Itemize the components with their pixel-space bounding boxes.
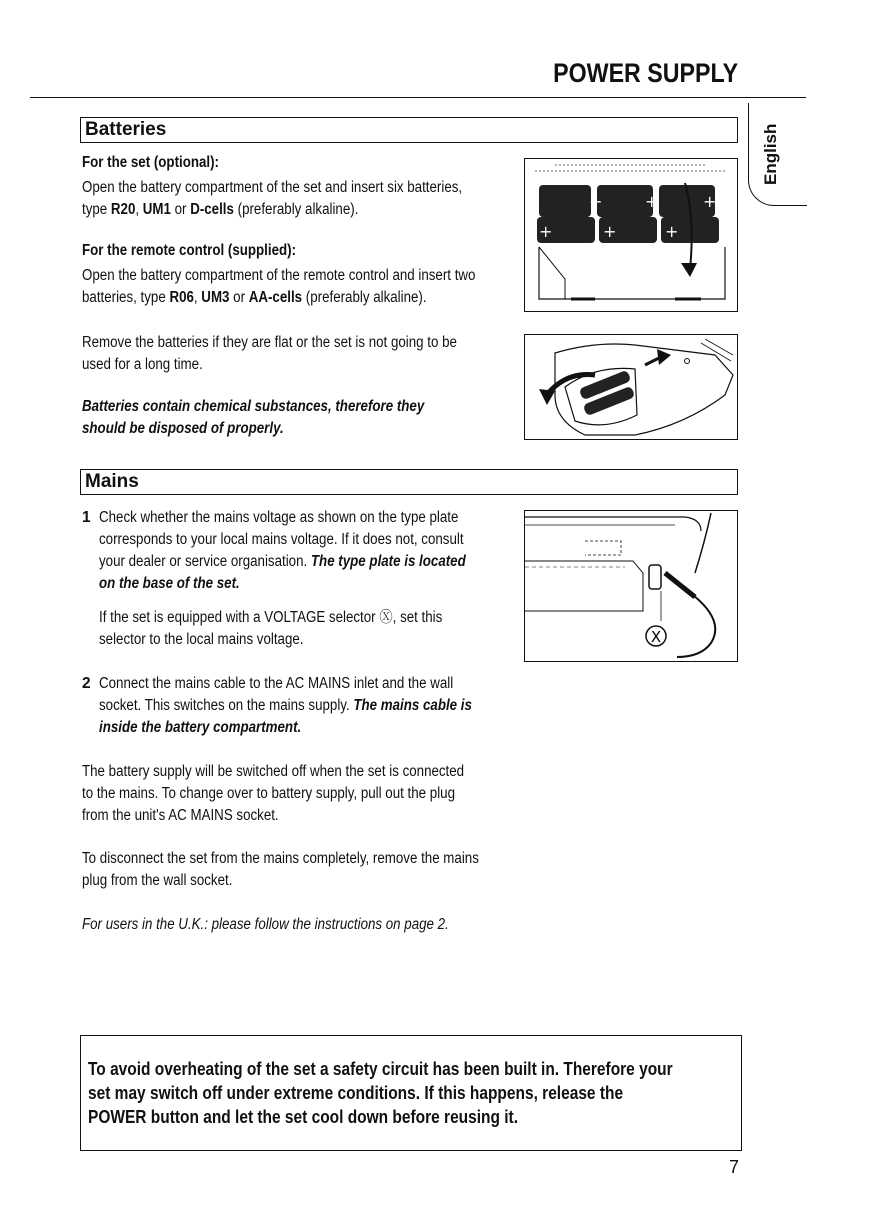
overheating-warning-line-1: To avoid overheating of the set a safety circuit has been built in. Therefore your: [88, 1059, 673, 1079]
step-1-line-1: Check whether the mains voltage as shown on the type plate: [99, 509, 459, 526]
set-batteries-text-1: Open the battery compartment of the set and insert six batteries,: [82, 179, 463, 196]
section-heading-mains-label: Mains: [85, 471, 139, 492]
battery-switch-off-line-3: from the unit's AC MAINS socket.: [82, 807, 279, 824]
step-1-line-4: on the base of the set.: [99, 575, 240, 592]
set-batteries-heading: For the set (optional):: [82, 154, 219, 171]
step-2-line-2: socket. This switches on the mains supply. The mains cable is: [99, 697, 472, 714]
uk-users-note: For users in the U.K.: please follow the instructions on page 2.: [82, 916, 449, 933]
voltage-selector-symbol: Ⓧ: [379, 609, 393, 626]
disconnect-line-2: plug from the wall socket.: [82, 872, 233, 889]
step-1-line-6: selector to the local mains voltage.: [99, 631, 304, 648]
remote-batteries-text-2: batteries, type R06, UM3 or AA-cells (preferably alkaline).: [82, 289, 427, 306]
remove-batteries-text-1: Remove the batteries if they are flat or the set is not going to be: [82, 334, 457, 351]
step-1-number: 1: [82, 509, 91, 526]
overheating-warning-line-2: set may switch off under extreme conditions. If this happens, release the: [88, 1083, 624, 1103]
page-title: POWER SUPPLY: [553, 58, 738, 88]
disconnect-line-1: To disconnect the set from the mains completely, remove the mains: [82, 850, 479, 867]
overheating-warning-line-3: POWER button and let the set cool down before reusing it.: [88, 1107, 519, 1127]
language-tab-label: English: [761, 123, 780, 185]
section-heading-mains: [80, 469, 738, 495]
step-2-line-3: inside the battery compartment.: [99, 719, 302, 736]
remove-batteries-text-2: used for a long time.: [82, 356, 203, 373]
remote-batteries-heading: For the remote control (supplied):: [82, 242, 297, 259]
remote-batteries-text-1: Open the battery compartment of the remote control and insert two: [82, 267, 476, 284]
disposal-warning-2: should be disposed of properly.: [82, 420, 284, 437]
language-tab: [748, 103, 807, 206]
set-batteries-text-2: type R20, UM1 or D-cells (preferably alkaline).: [82, 201, 359, 218]
header-divider: [30, 97, 806, 98]
step-1-line-3: your dealer or service organisation. The type plate is located: [99, 553, 466, 570]
section-heading-batteries-label: Batteries: [85, 119, 167, 140]
svg-text:+: +: [539, 222, 553, 241]
overheating-warning-text: [88, 1057, 768, 1129]
step-1-line-2: corresponds to your local mains voltage. If it does not, consult: [99, 531, 464, 548]
svg-text:+: +: [603, 222, 617, 241]
remote-battery-compartment-illustration: [524, 334, 738, 440]
disposal-warning-1: Batteries contain chemical substances, therefore they: [82, 398, 425, 415]
svg-text:+: +: [665, 222, 679, 241]
battery-switch-off-line-1: The battery supply will be switched off when the set is connected: [82, 763, 465, 780]
step-1-line-5: If the set is equipped with a VOLTAGE selector Ⓧ, set this: [99, 609, 443, 626]
section-heading-batteries: [80, 117, 738, 143]
page-number: 7: [729, 1157, 740, 1177]
mains-connection-illustration: [524, 510, 738, 662]
voltage-selector-label: X: [650, 628, 662, 646]
battery-switch-off-line-2: to the mains. To change over to battery supply, pull out the plug: [82, 785, 455, 802]
svg-text:+: +: [645, 192, 659, 211]
svg-text:+: +: [589, 192, 603, 211]
step-2-line-1: Connect the mains cable to the AC MAINS inlet and the wall: [99, 675, 454, 692]
step-2-number: 2: [82, 675, 91, 692]
set-battery-compartment-illustration: [524, 158, 738, 312]
svg-text:+: +: [703, 192, 717, 211]
